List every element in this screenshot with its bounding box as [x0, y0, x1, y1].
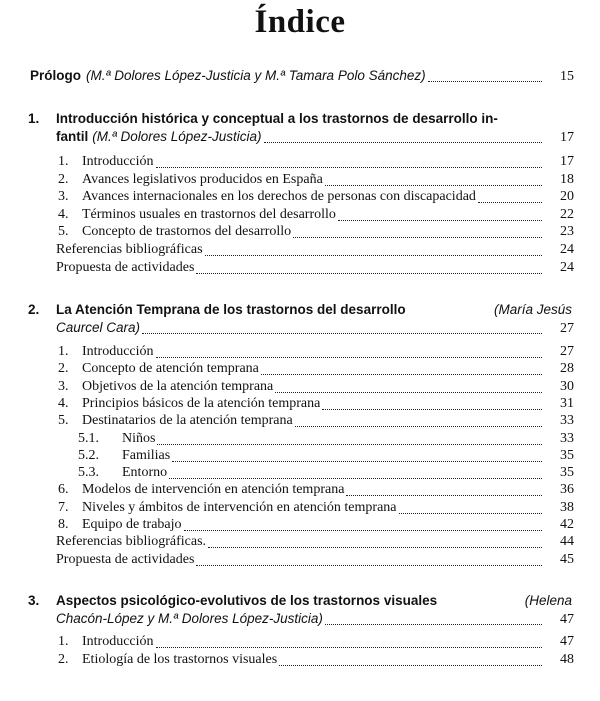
dot-leader [169, 478, 542, 479]
toc-section-entry [0, 224, 600, 242]
section-number: 8. [58, 517, 69, 532]
prologo-entry [0, 68, 600, 86]
dot-leader [196, 273, 542, 274]
toc-section-entry [0, 431, 600, 449]
page-number: 17 [560, 130, 574, 145]
chapter-authors: (María Jesús [493, 302, 572, 317]
dot-leader [157, 444, 542, 445]
section-label: Objetivos de la atención temprana [82, 378, 274, 394]
section-number: 1. [58, 344, 69, 359]
page-number: 22 [560, 206, 574, 222]
section-number: 1. [58, 154, 69, 169]
section-label: Niveles y ámbitos de intervención en atención temprana [82, 499, 397, 515]
chapter-1-title-line1 [0, 111, 600, 129]
dot-leader [322, 409, 542, 410]
section-number: 3. [58, 189, 69, 205]
dot-leader [196, 565, 542, 566]
references-label: Referencias bibliográficas. [56, 534, 207, 550]
dot-leader [261, 374, 542, 375]
chapter-title-cont: fantil [56, 129, 89, 144]
chapter-3-title-line2 [0, 611, 600, 629]
page-number: 27 [560, 344, 574, 359]
page-number: 33 [560, 430, 574, 446]
dot-leader [325, 185, 542, 186]
toc-section-entry [0, 634, 600, 652]
prologo-label: Prólogo [30, 68, 81, 83]
toc-section-entry [0, 413, 600, 431]
chapter-authors-cont: Caurcel Cara) [56, 320, 141, 335]
section-number: 5.2. [78, 447, 99, 463]
chapter-2-title-line1 [0, 302, 600, 320]
section-number: 2. [58, 171, 69, 187]
section-label: Entorno [122, 465, 168, 481]
page-title: Índice [254, 4, 346, 40]
section-number: 4. [58, 395, 69, 411]
prologo-authors: (M.ª Dolores López-Justicia y M.ª Tamara Polo Sánchez) [86, 68, 426, 83]
page-number: 20 [560, 189, 574, 205]
dot-leader [156, 167, 542, 168]
references-label: Referencias bibliográficas [56, 242, 203, 257]
section-number: 5.3. [78, 465, 99, 481]
page-number: 45 [560, 551, 574, 567]
page-number: 44 [560, 534, 574, 550]
dot-leader [156, 357, 542, 358]
chapter-1-title-line2 [0, 129, 600, 147]
section-label: Principios básicos de la atención temprana [82, 395, 321, 411]
page-number: 15 [560, 69, 574, 84]
section-number: 4. [58, 206, 69, 222]
chapter-3-title-line1 [0, 593, 600, 611]
chapter-number: 2. [28, 302, 40, 317]
dot-leader [142, 333, 542, 334]
toc-section-entry [0, 465, 600, 483]
page-number: 35 [560, 465, 574, 481]
page-number: 48 [560, 652, 574, 667]
chapter-2-title-line2 [0, 320, 600, 338]
dot-leader [264, 142, 542, 143]
dot-leader [295, 426, 542, 427]
section-number: 5. [58, 413, 69, 429]
activities-entry [0, 552, 600, 570]
chapter-title: La Atención Temprana de los trastornos del desarrollo [56, 302, 406, 317]
chapter-title: Introducción histórica y conceptual a los trastornos de desarrollo in- [56, 111, 498, 126]
activities-entry [0, 260, 600, 278]
page-number: 27 [560, 321, 574, 336]
toc-section-entry [0, 448, 600, 466]
page-number: 42 [560, 517, 574, 532]
section-label: Introducción [82, 634, 154, 649]
dot-leader [205, 255, 542, 256]
dot-leader [338, 220, 542, 221]
references-entry [0, 242, 600, 260]
dot-leader [293, 237, 542, 238]
dot-leader [428, 81, 542, 82]
page-number: 33 [560, 413, 574, 429]
dot-leader [172, 461, 542, 462]
section-label: Concepto de trastornos del desarrollo [82, 224, 292, 240]
section-label: Destinatarios de la atención temprana [82, 413, 293, 429]
section-number: 7. [58, 499, 69, 515]
page-number: 28 [560, 361, 574, 377]
dot-leader [275, 392, 542, 393]
page-number: 17 [560, 154, 574, 169]
section-number: 5.1. [78, 430, 99, 446]
references-entry [0, 534, 600, 552]
chapter-title: Aspectos psicológico-evolutivos de los trastornos visuales [56, 593, 438, 608]
chapter-authors: (M.ª Dolores López-Justicia) [92, 129, 262, 144]
dot-leader [478, 202, 542, 203]
page-number: 24 [560, 259, 574, 275]
activities-label: Propuesta de actividades [56, 259, 195, 275]
chapter-authors-cont: Chacón-López y M.ª Dolores López-Justicia) [56, 611, 323, 626]
section-label: Niños [122, 430, 156, 446]
toc-section-entry [0, 500, 600, 518]
toc-section-entry [0, 172, 600, 190]
page-number: 24 [560, 242, 574, 257]
page-number: 30 [560, 378, 574, 394]
section-label: Introducción [82, 344, 154, 359]
dot-leader [279, 665, 542, 666]
toc-section-entry [0, 361, 600, 379]
toc-section-entry [0, 396, 600, 414]
activities-label: Propuesta de actividades [56, 551, 195, 567]
section-label: Introducción [82, 154, 154, 169]
page-number: 35 [560, 447, 574, 463]
dot-leader [208, 547, 542, 548]
toc-section-entry [0, 379, 600, 397]
section-label: Términos usuales en trastornos del desarrollo [82, 206, 336, 222]
toc-section-entry [0, 344, 600, 362]
dot-leader [325, 624, 542, 625]
dot-leader [399, 513, 542, 514]
page-number: 47 [560, 612, 574, 627]
toc-section-entry [0, 517, 600, 535]
page-number: 18 [560, 171, 574, 187]
dot-leader [346, 495, 542, 496]
toc-section-entry [0, 207, 600, 225]
page-number: 23 [560, 224, 574, 240]
section-number: 1. [58, 634, 69, 649]
page-number: 36 [560, 482, 574, 498]
section-number: 2. [58, 361, 69, 377]
dot-leader [156, 647, 542, 648]
chapter-number: 3. [28, 593, 40, 608]
section-number: 5. [58, 224, 69, 240]
section-number: 2. [58, 652, 69, 667]
page-number: 47 [560, 634, 574, 649]
section-label: Modelos de intervención en atención temprana [82, 482, 345, 498]
section-number: 3. [58, 378, 69, 394]
section-label: Equipo de trabajo [82, 517, 182, 532]
chapter-number: 1. [28, 111, 40, 126]
toc-section-entry [0, 189, 600, 207]
section-label: Avances internacionales en los derechos de personas con discapacidad [82, 189, 476, 205]
section-number: 6. [58, 482, 69, 498]
section-label: Familias [122, 447, 171, 463]
toc-section-entry [0, 652, 600, 670]
section-label: Concepto de atención temprana [82, 361, 259, 377]
toc-section-entry [0, 154, 600, 172]
page-number: 38 [560, 499, 574, 515]
chapter-authors: (Helena [524, 593, 572, 608]
toc-section-entry [0, 482, 600, 500]
section-label: Avances legislativos producidos en España [82, 171, 323, 187]
section-label: Etiología de los trastornos visuales [82, 652, 278, 667]
dot-leader [184, 530, 542, 531]
page-number: 31 [560, 395, 574, 411]
